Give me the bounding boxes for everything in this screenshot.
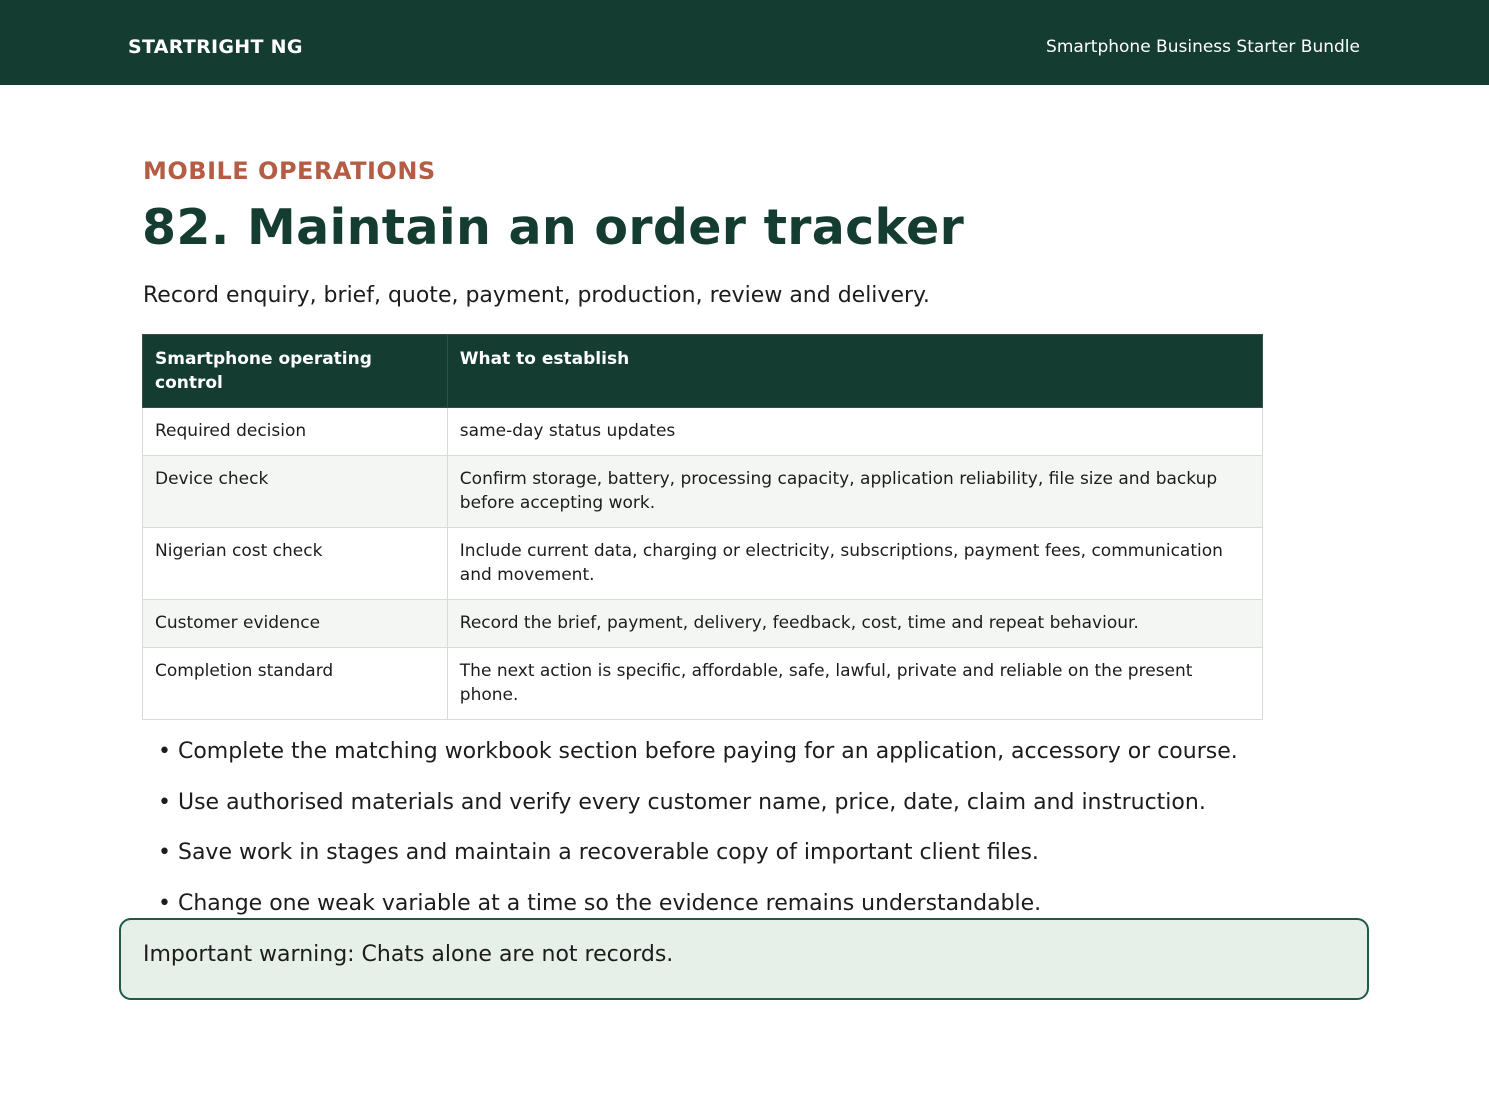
- list-item: [158, 736, 1238, 787]
- page-title: 82. Maintain an order tracker: [142, 199, 965, 256]
- column-header-control: Smartphone operating control: [143, 335, 448, 408]
- table-row: [143, 648, 1263, 720]
- guidance-list: [158, 736, 1238, 938]
- table-row: [143, 600, 1263, 648]
- bullet-marker: •: [158, 789, 171, 815]
- table-cell-control: Customer evidence: [143, 600, 448, 648]
- list-item-text: Complete the matching workbook section before paying for an application, accessory or course.: [177, 739, 1238, 764]
- table-cell-establish: same-day status updates: [447, 408, 1262, 456]
- table-row: [143, 528, 1263, 600]
- table-cell-control: Completion standard: [143, 648, 448, 720]
- table-cell-establish: The next action is specific, affordable, safe, lawful, private and reliable on the present phone.: [447, 648, 1262, 720]
- table-cell-control: Nigerian cost check: [143, 528, 448, 600]
- bullet-marker: •: [158, 840, 171, 865]
- list-item: [158, 787, 1238, 838]
- section-eyebrow: MOBILE OPERATIONS: [143, 157, 436, 185]
- table-cell-establish: Confirm storage, battery, processing capacity, application reliability, file size and backup before accepting work.: [447, 456, 1262, 528]
- table-cell-control: Device check: [143, 456, 448, 528]
- table-row: [143, 408, 1263, 456]
- product-name: Smartphone Business Starter Bundle: [1046, 37, 1360, 57]
- list-item-text: Save work in stages and maintain a recoverable copy of important client files.: [177, 840, 1039, 865]
- list-item-text: Change one weak variable at a time so the evidence remains understandable.: [177, 890, 1042, 916]
- table-row: [143, 456, 1263, 528]
- list-item-text: Use authorised materials and verify every customer name, price, date, claim and instruction.: [177, 789, 1206, 815]
- controls-table: [142, 334, 1263, 720]
- brand-name: STARTRIGHT NG: [128, 36, 303, 58]
- bullet-marker: •: [158, 739, 171, 764]
- page-subtitle: Record enquiry, brief, quote, payment, production, review and delivery.: [143, 283, 930, 308]
- table-cell-establish: Record the brief, payment, delivery, feedback, cost, time and repeat behaviour.: [447, 600, 1262, 648]
- top-bar: [0, 0, 1489, 85]
- column-header-establish: What to establish: [447, 335, 1262, 408]
- warning-callout: [119, 918, 1369, 1000]
- table-cell-establish: Include current data, charging or electricity, subscriptions, payment fees, communication and movement.: [447, 528, 1262, 600]
- list-item: [158, 837, 1238, 888]
- bullet-marker: •: [158, 890, 171, 916]
- table-header-row: [143, 335, 1263, 408]
- warning-text: Important warning: Chats alone are not records.: [143, 942, 674, 967]
- table-cell-control: Required decision: [143, 408, 448, 456]
